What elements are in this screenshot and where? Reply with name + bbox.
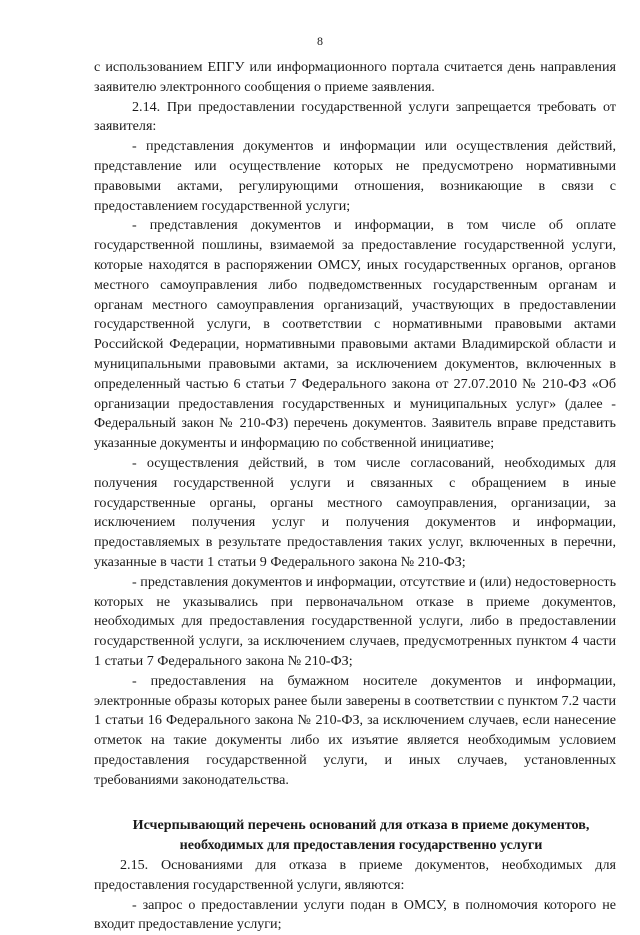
- paragraph-clause-2-14: 2.14. При предоставлении государственной услуги запрещается требовать от заявителя:: [94, 98, 616, 135]
- section-heading: Исчерпывающий перечень оснований для отказа в приеме документов, необходимых для предоставления государственно услуги: [132, 817, 590, 854]
- document-body: [94, 58, 616, 935]
- list-item-requirement-2: - представления документов и информации, в том числе об оплате государственной пошлины, взимаемой за предоставление государственной услуги, которые находятся в распоряжении ОМСУ, иных государственных органов, органов местного самоуправления либо подведомственных государственным органам и органам местного самоуправления организаций, участвующих в предоставлении государственной услуги, в соответствии с нормативными правовыми актами Российской Федерации, нормативными правовыми актами Владимирской области и муниципальными правовыми актами, за исключением документов, включенных в определенный частью 6 статьи 7 Федерального закона от 27.07.2010 № 210-ФЗ «Об организации предоставления государственных и муниципальных услуг» (далее - Федеральный закон № 210-ФЗ) перечень документов. Заявитель вправе представить указанные документы и информацию по собственной инициативе;: [94, 217, 616, 452]
- list-item-requirement-3: - осуществления действий, в том числе согласований, необходимых для получения государственной услуги и связанных с обращением в иные государственные органы, органы местного самоуправления, организации, за исключением получения услуг и получения документов и информации, предоставляемых в результате предоставления таких услуг, включенных в перечни, указанные в части 1 статьи 9 Федерального закона № 210-ФЗ;: [94, 454, 616, 570]
- list-item-requirement-5: - предоставления на бумажном носителе документов и информации, электронные образы которых ранее были заверены в соответствии с пунктом 7.2 части 1 статьи 16 Федерального закона № 210-ФЗ, за исключением случаев, если нанесение отметок на такие документы либо их изъятие является необходимым условием предоставления государственной услуги, и иных случаев, установленных требованиями законодательства.: [94, 672, 616, 788]
- page-number: 8: [317, 34, 323, 48]
- paragraph-continuation: с использованием ЕПГУ или информационного портала считается день направления заявителю электронного сообщения о приеме заявления.: [94, 59, 616, 95]
- paragraph-clause-2-15: 2.15. Основаниями для отказа в приеме документов, необходимых для предоставления государственной услуги, являются:: [94, 857, 616, 893]
- list-item-requirement-1: - представления документов и информации или осуществления действий, представление или осуществление которых не предусмотрено нормативными правовыми актами, регулирующими отношения, возникающие в связи с предоставлением государственной услуги;: [94, 138, 616, 214]
- list-item-refusal-reason-1: - запрос о предоставлении услуги подан в ОМСУ, в полномочия которого не входит предоставление услуги;: [94, 896, 616, 933]
- list-item-requirement-4: - представления документов и информации, отсутствие и (или) недостоверность которых не указывались при первоначальном отказе в приеме документов, необходимых для предоставления государственной услуги, либо в предоставлении государственной услуги, за исключением случаев, предусмотренных пунктом 4 части 1 статьи 7 Федерального закона № 210-ФЗ;: [94, 573, 616, 669]
